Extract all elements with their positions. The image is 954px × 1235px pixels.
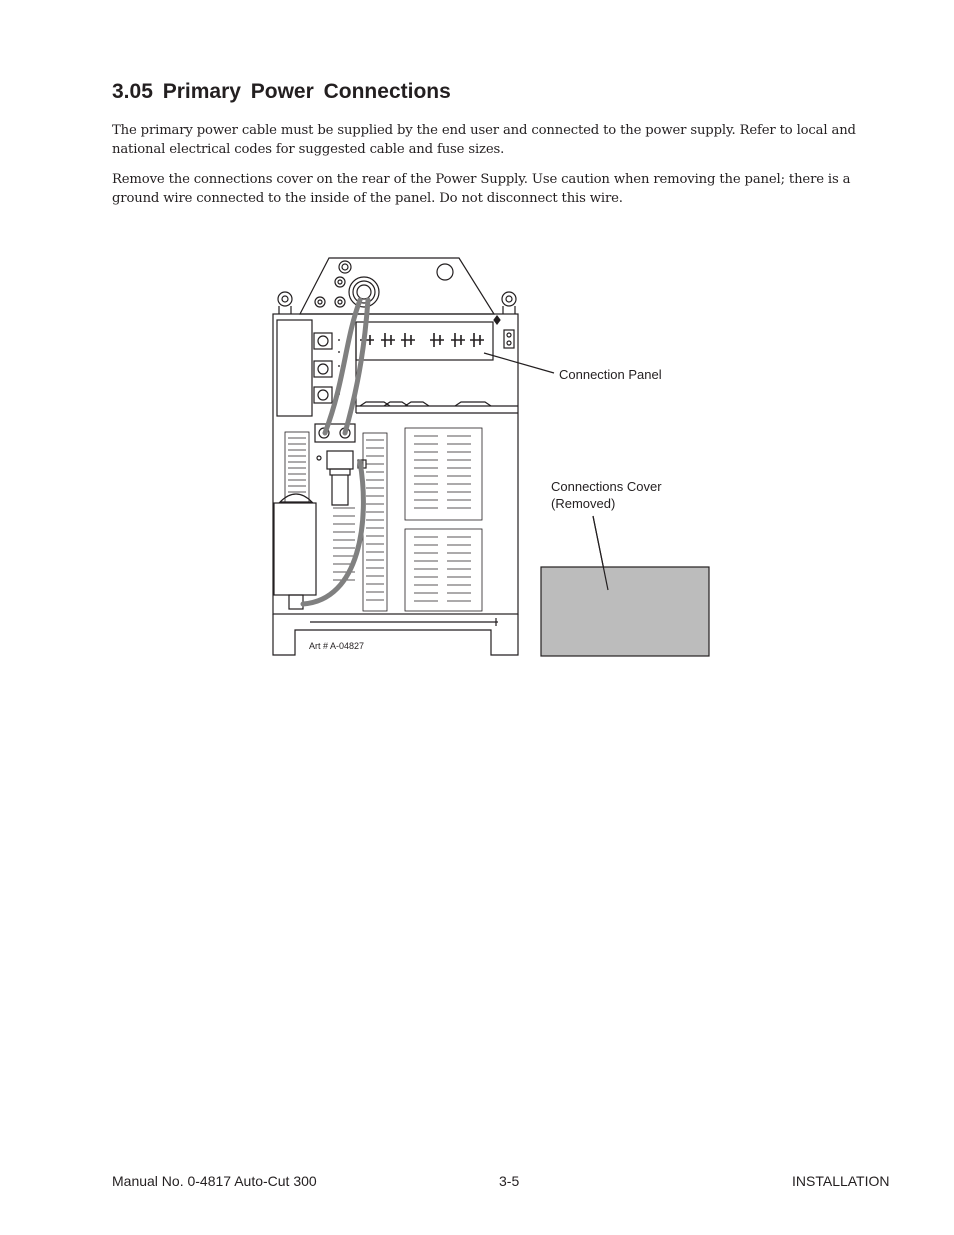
cabinet-body xyxy=(273,314,518,614)
connection-panel xyxy=(356,316,518,413)
caution-paragraph: Remove the connections cover on the rear of the Power Supply. Use caution when removing the panel; there is a ground wire connected to the inside of the panel. Do not disconnect this wire. xyxy=(112,172,851,206)
footer-manual-number: Manual No. 0-4817 Auto-Cut 300 xyxy=(112,1173,317,1189)
intro-paragraph: The primary power cable must be supplied by the end user and connected to the power supply. Refer to local and national electrical codes for suggested cable and fuse sizes. xyxy=(112,123,856,157)
right-lifting-eye xyxy=(502,292,516,314)
power-supply-rear-diagram xyxy=(260,250,720,665)
footer-page-number: 3-5 xyxy=(499,1173,520,1189)
section-title: 3.05 Primary Power Connections xyxy=(112,80,451,103)
connection-panel-label: Connection Panel xyxy=(559,367,662,382)
lifting-frame xyxy=(300,258,494,314)
art-number: Art # A-04827 xyxy=(309,641,365,651)
connections-cover-label xyxy=(551,478,662,512)
primary-power-cable xyxy=(303,300,368,604)
ground-terminal xyxy=(317,451,366,505)
connections-cover xyxy=(541,567,709,656)
upper-heat-sink xyxy=(405,428,482,520)
left-lifting-eye xyxy=(278,292,292,314)
connection-panel-leader xyxy=(484,353,554,373)
footer-section-name: INSTALLATION xyxy=(792,1173,890,1189)
connections-cover-label-line1: Connections Cover xyxy=(551,479,662,494)
lower-heat-sink xyxy=(405,529,482,611)
connections-cover-label-line2: (Removed) xyxy=(551,496,616,511)
left-vent-strip xyxy=(285,432,309,502)
filter-component xyxy=(274,494,316,609)
